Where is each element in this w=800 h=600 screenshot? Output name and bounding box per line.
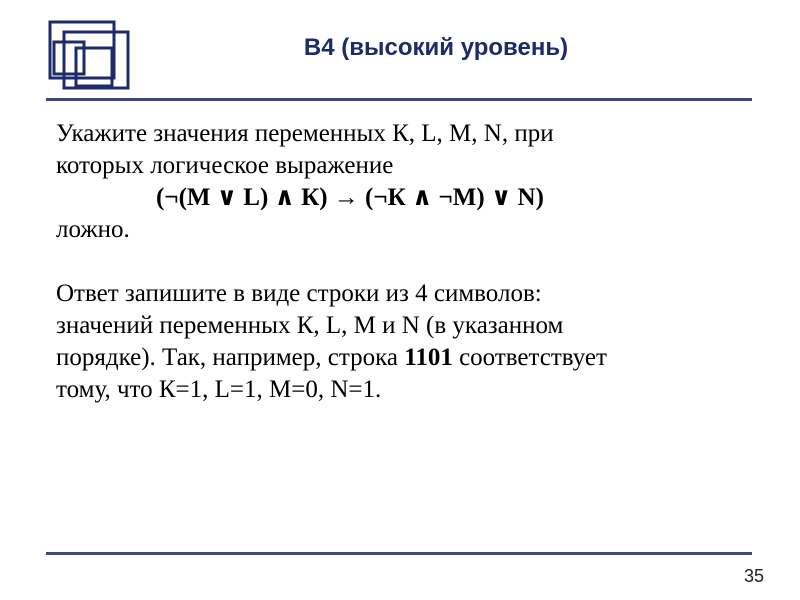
- bottom-divider: [46, 552, 752, 555]
- page-number: 35: [743, 566, 764, 586]
- top-divider: [46, 98, 752, 101]
- task-line-2: которых логическое выражение: [56, 152, 394, 179]
- answer-line-2: значений переменных К, L, М и N (в указанном: [56, 312, 564, 339]
- answer-example: 1101: [404, 344, 453, 371]
- answer-line-3-end: соответствует: [452, 344, 607, 371]
- task-line-1: Укажите значения переменных К, L, M, N, при: [56, 120, 554, 147]
- paragraph-gap: [56, 246, 756, 278]
- task-line-3: ложно.: [56, 216, 130, 243]
- task-text: [56, 118, 756, 406]
- answer-line-4: тому, что К=1, L=1, M=0, N=1.: [56, 376, 382, 403]
- page-title: В4 (высокий уровень): [303, 34, 569, 61]
- logic-formula: (¬(М ∨ L) ∧ К) → (¬К ∧ ¬М) ∨ N): [156, 184, 544, 211]
- answer-line-1: Ответ запишите в виде строки из 4 символов:: [56, 280, 542, 307]
- answer-line-3: [56, 342, 756, 374]
- answer-line-3-start: порядке). Так, например, строка: [56, 344, 405, 371]
